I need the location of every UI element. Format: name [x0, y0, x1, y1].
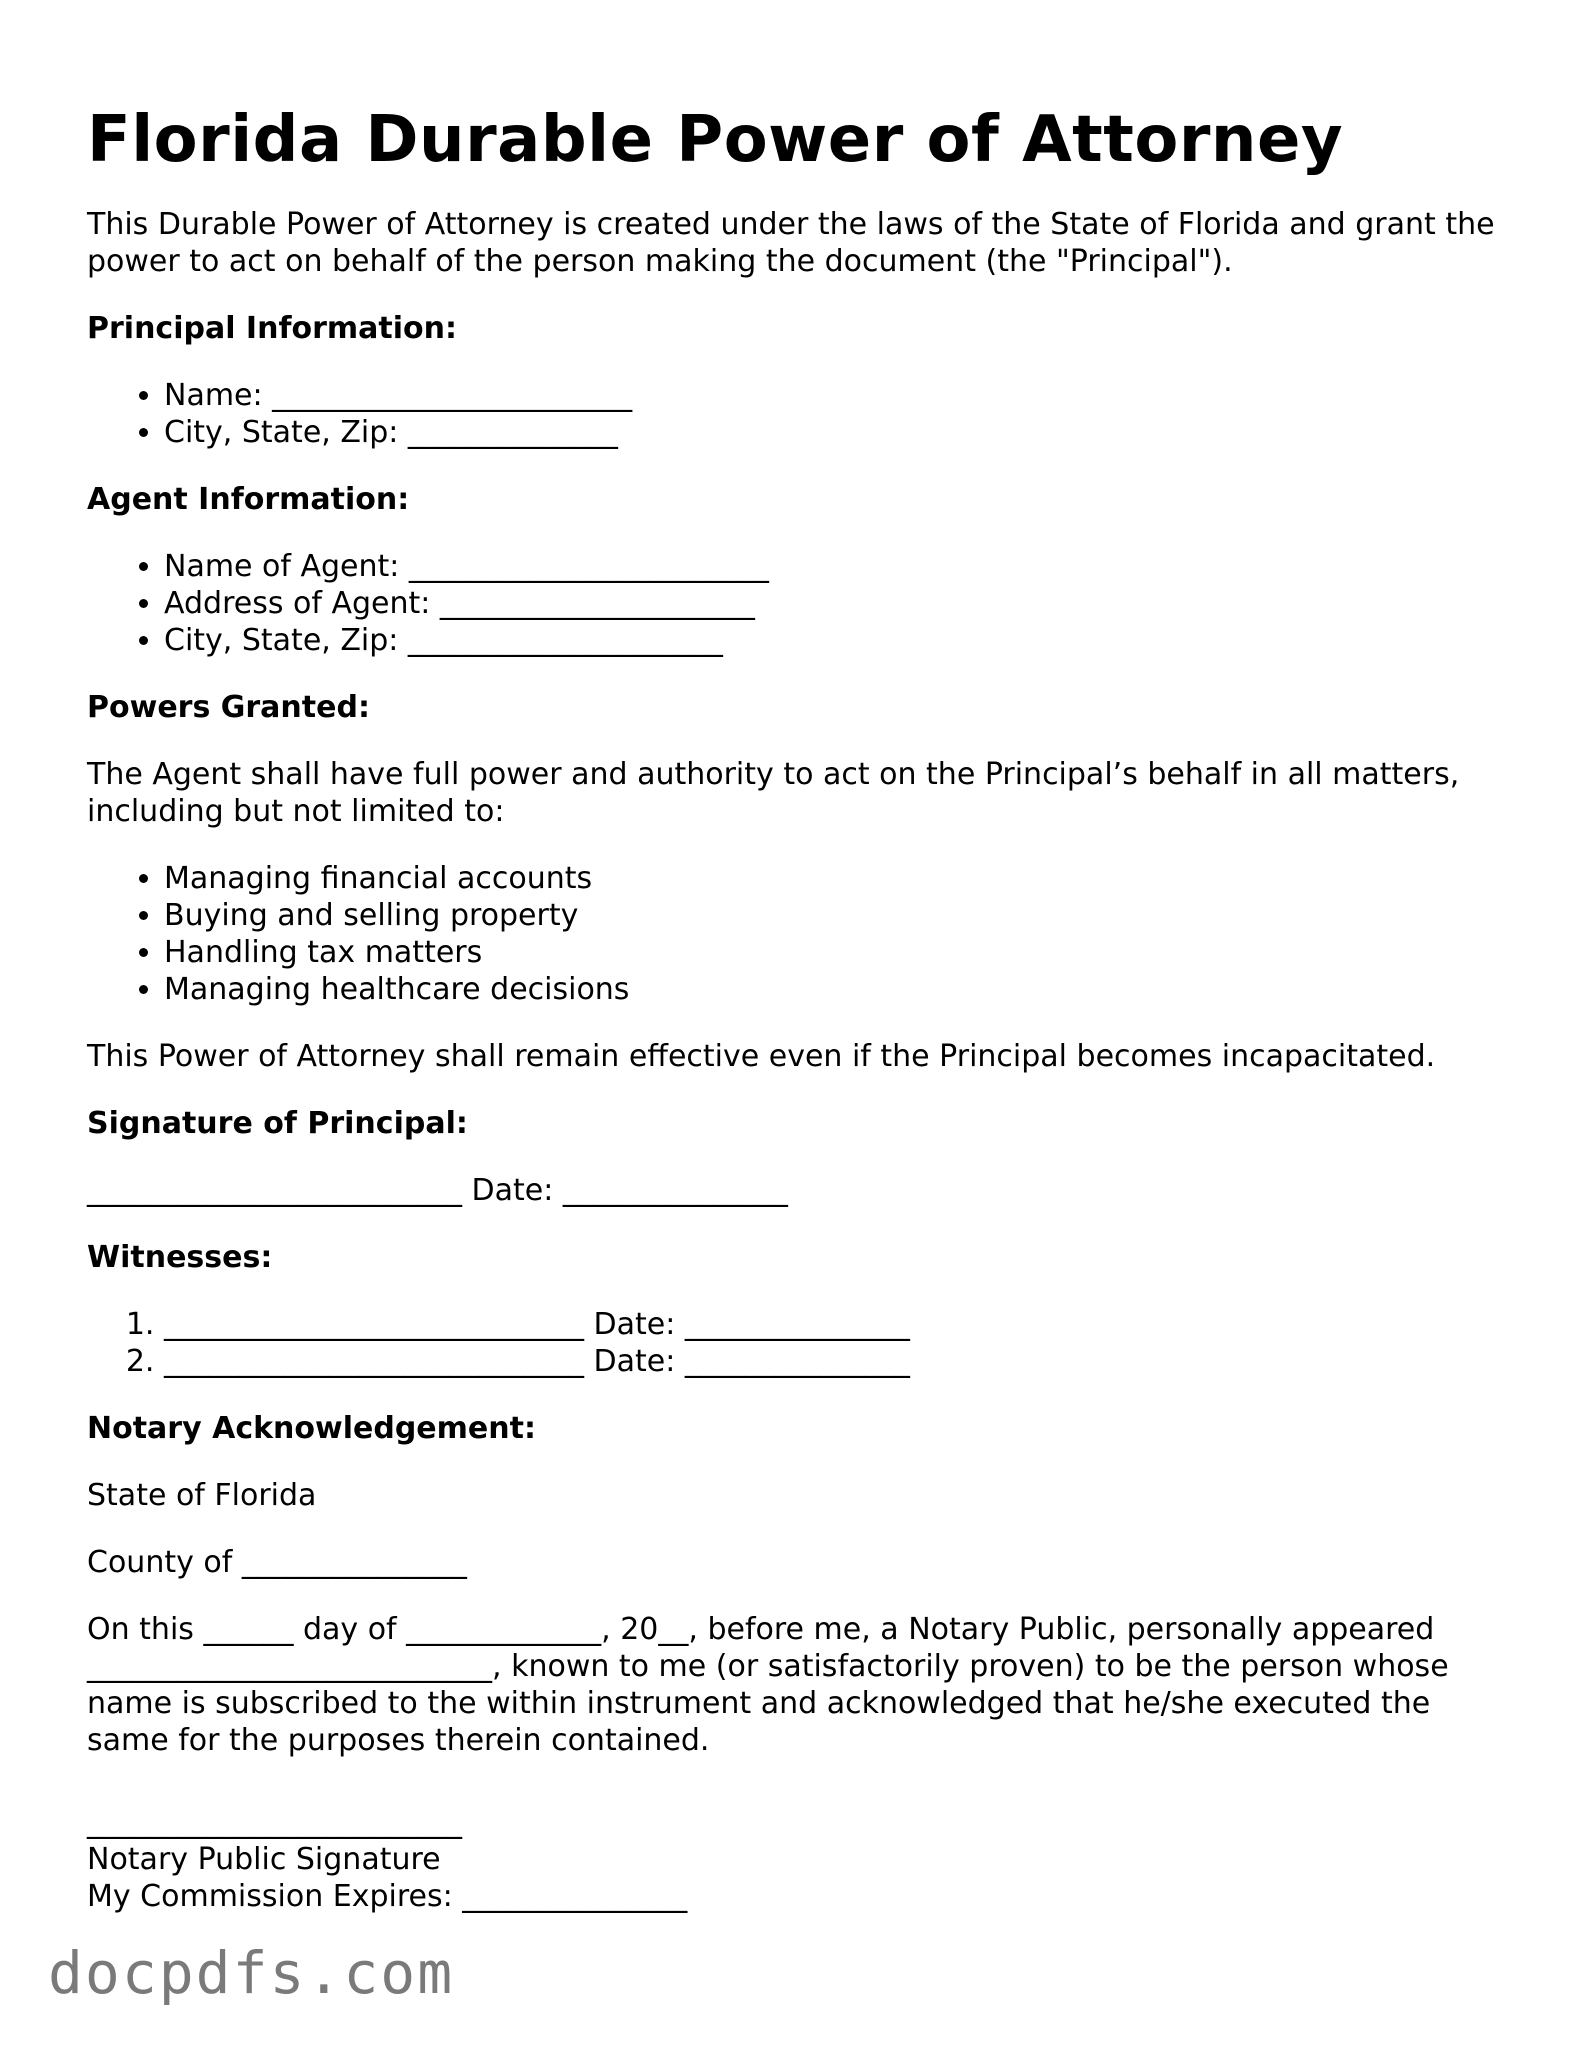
- powers-heading: Powers Granted:: [87, 690, 370, 725]
- witnesses-heading: Witnesses:: [87, 1240, 273, 1275]
- principal-city-field: • City, State, Zip: ______________: [164, 414, 1507, 451]
- list-item: • Handling tax matters: [164, 934, 1507, 971]
- agent-address-field: • Address of Agent: _____________________: [164, 585, 1507, 622]
- witnesses-list: [87, 1306, 1507, 1380]
- agent-name-field: • Name of Agent: ________________________: [164, 548, 1507, 585]
- notary-heading: Notary Acknowledgement:: [87, 1411, 536, 1446]
- list-item: • Managing financial accounts: [164, 860, 1507, 897]
- list-item: • Managing healthcare decisions: [164, 971, 1507, 1008]
- intro-paragraph: This Durable Power of Attorney is created under the laws of the State of Florida and grant the power to act on behalf of the person making the document (the "Principal").: [87, 207, 1495, 279]
- list-item: • Buying and selling property: [164, 897, 1507, 934]
- agent-info-list: [87, 548, 1507, 659]
- notary-signature-block: [87, 1804, 1507, 1915]
- principal-info-list: [87, 377, 1507, 451]
- powers-list: [87, 860, 1507, 1008]
- notary-signature-line: _________________________: [87, 1805, 462, 1840]
- agent-city-field: • City, State, Zip: _____________________: [164, 622, 1507, 659]
- document-page: [87, 100, 1507, 1915]
- notary-commission: My Commission Expires: _______________: [87, 1879, 688, 1914]
- notary-statement: On this ______ day of _____________, 20__, before me, a Notary Public, personally appeared ___________________________, known to me (or satisfactorily proven) to be the person whose name is subscribed to the within instrument and acknowledged that he/she executed the same for the purposes therein contained.: [87, 1612, 1449, 1758]
- watermark-logo: docpdfs.com: [48, 1939, 455, 2007]
- witness-line: 1. ____________________________ Date: _______________: [164, 1306, 1507, 1343]
- notary-signature-label: Notary Public Signature: [87, 1842, 441, 1877]
- durability-clause: This Power of Attorney shall remain effective even if the Principal becomes incapacitated.: [87, 1039, 1436, 1074]
- principal-name-field: • Name: ________________________: [164, 377, 1507, 414]
- witness-line: 2. ____________________________ Date: _______________: [164, 1343, 1507, 1380]
- principal-signature-line: _________________________ Date: _______________: [87, 1173, 788, 1208]
- notary-state: State of Florida: [87, 1478, 317, 1513]
- agent-info-heading: Agent Information:: [87, 482, 410, 517]
- document-title: Florida Durable Power of Attorney: [87, 103, 1344, 177]
- principal-info-heading: Principal Information:: [87, 311, 458, 346]
- powers-intro: The Agent shall have full power and authority to act on the Principal’s behalf in all matters, including but not limited to:: [87, 757, 1460, 829]
- notary-county: County of _______________: [87, 1545, 467, 1580]
- principal-signature-heading: Signature of Principal:: [87, 1106, 468, 1141]
